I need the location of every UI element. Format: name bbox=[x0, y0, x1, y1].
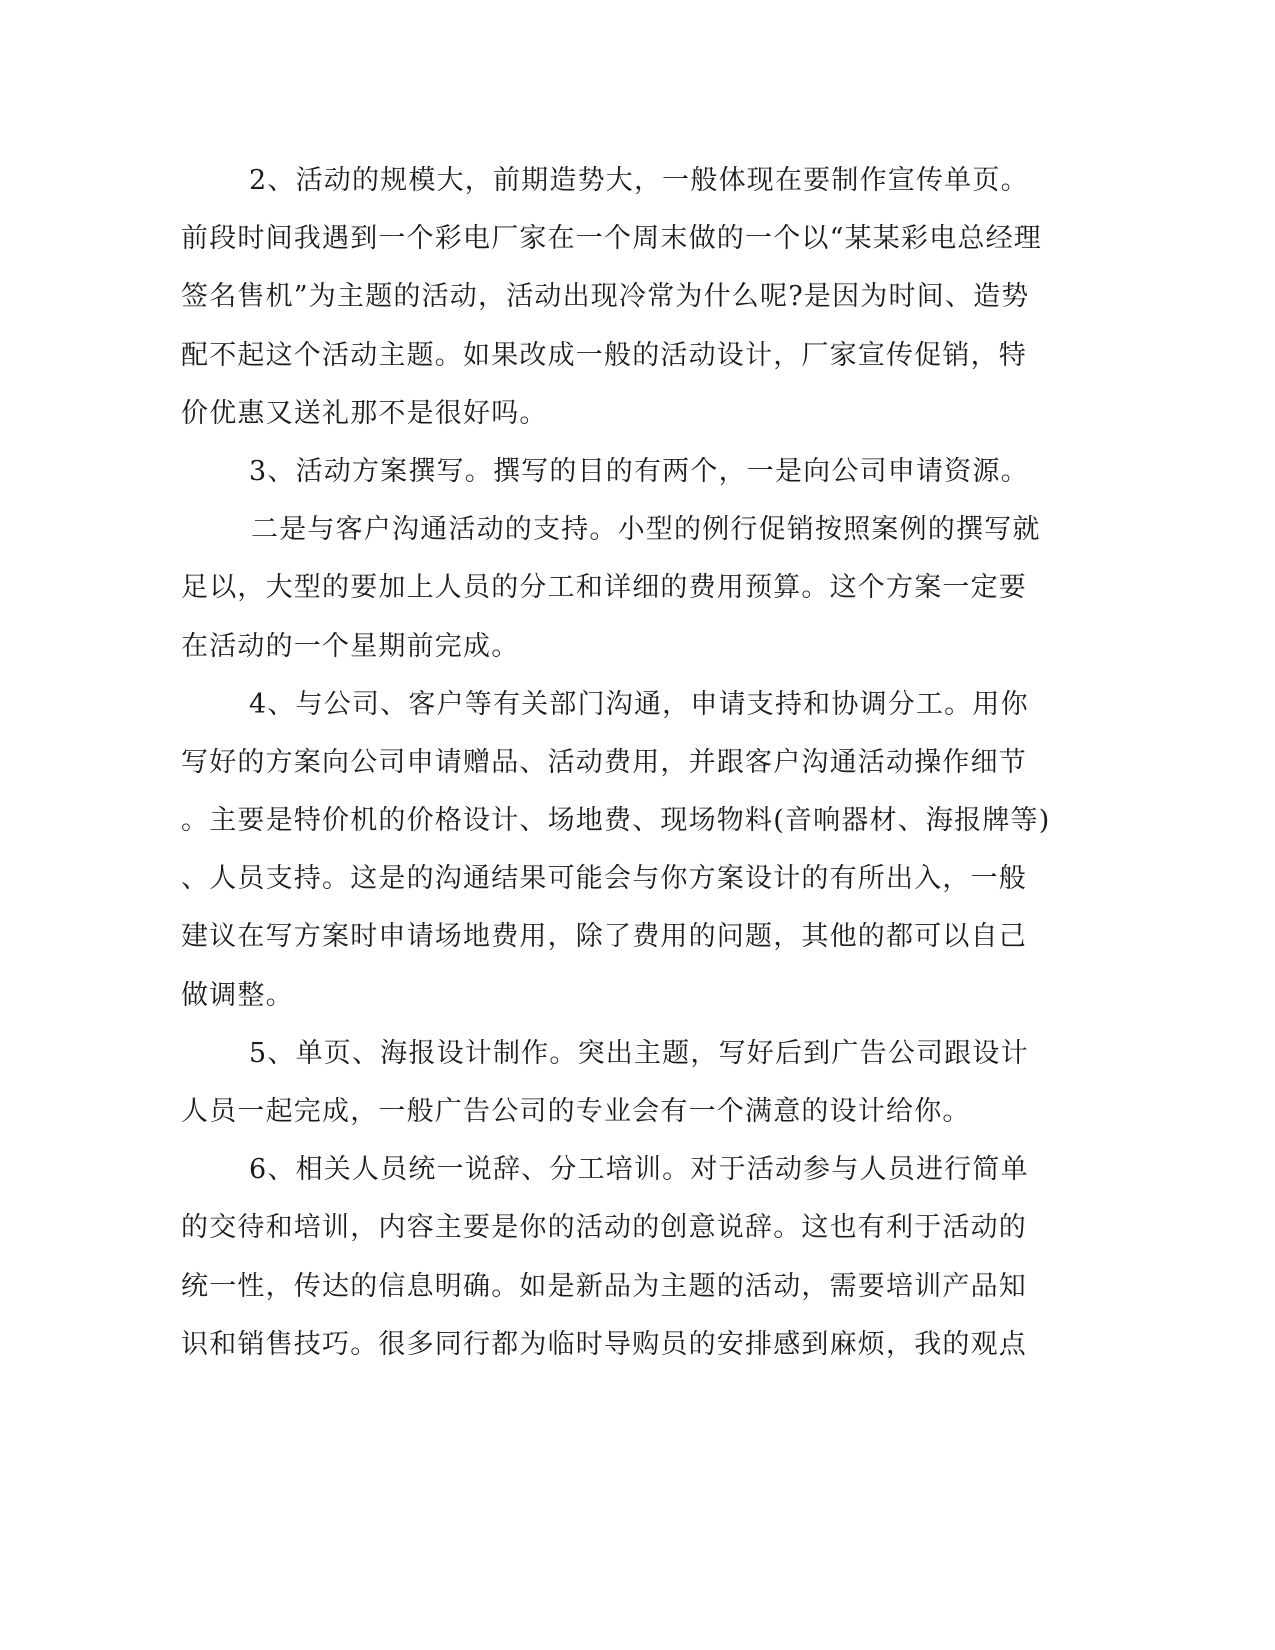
paragraph-5-line-2: 人员一起完成，一般广告公司的专业会有一个满意的设计给你。 bbox=[181, 1096, 971, 1127]
paragraph-6-line-1: 6、相关人员统一说辞、分工培训。对于活动参与人员进行简单 bbox=[249, 1154, 1029, 1186]
paragraph-6-line-2: 的交待和培训，内容主要是你的活动的创意说辞。这也有利于活动的 bbox=[181, 1212, 1027, 1244]
paragraph-3b-line-1: 二是与客户沟通活动的支持。小型的例行促销按照案例的撰写就 bbox=[251, 514, 1041, 546]
paragraph-6-line-4: 识和销售技巧。很多同行都为临时导购员的安排感到麻烦，我的观点 bbox=[181, 1328, 1027, 1360]
paragraph-6-line-3: 统一性，传达的信息明确。如是新品为主题的活动，需要培训产品知 bbox=[181, 1270, 1027, 1302]
paragraph-4-line-3: 。主要是特价机的价格设计、场地费、现场物料(音响器材、海报牌等) bbox=[181, 805, 1051, 837]
paragraph-2-line-2: 前段时间我遇到一个彩电厂家在一个周末做的一个以“某某彩电总经理 bbox=[181, 223, 1043, 255]
paragraph-4-line-1: 4、与公司、客户等有关部门沟通，申请支持和协调分工。用你 bbox=[249, 688, 1029, 720]
paragraph-4-line-5: 建议在写方案时申请场地费用，除了费用的问题，其他的都可以自己 bbox=[181, 921, 1027, 953]
paragraph-3b-line-2: 足以，大型的要加上人员的分工和详细的费用预算。这个方案一定要 bbox=[181, 572, 1027, 604]
paragraph-2-line-4: 配不起这个活动主题。如果改成一般的活动设计，厂家宣传促销，特 bbox=[181, 339, 1027, 371]
document-page bbox=[181, 152, 1051, 1374]
paragraph-4-line-6: 做调整。 bbox=[181, 979, 294, 1011]
paragraph-3b-line-3: 在活动的一个星期前完成。 bbox=[181, 630, 520, 662]
paragraph-5-line-1: 5、单页、海报设计制作。突出主题，写好后到广告公司跟设计 bbox=[249, 1037, 1029, 1069]
paragraph-2-line-5: 价优惠又送礼那不是很好吗。 bbox=[181, 397, 548, 429]
paragraph-3-line-1: 3、活动方案撰写。撰写的目的有两个，一是向公司申请资源。 bbox=[249, 455, 1029, 487]
paragraph-2-line-3: 签名售机”为主题的活动，活动出现冷常为什么呢?是因为时间、造势 bbox=[181, 281, 1030, 313]
paragraph-4-line-2: 写好的方案向公司申请赠品、活动费用，并跟客户沟通活动操作细节 bbox=[181, 746, 1027, 778]
paragraph-4-line-4: 、人员支持。这是的沟通结果可能会与你方案设计的有所出入，一般 bbox=[181, 863, 1027, 895]
paragraph-2-line-1: 2、活动的规模大，前期造势大，一般体现在要制作宣传单页。 bbox=[249, 165, 1029, 196]
